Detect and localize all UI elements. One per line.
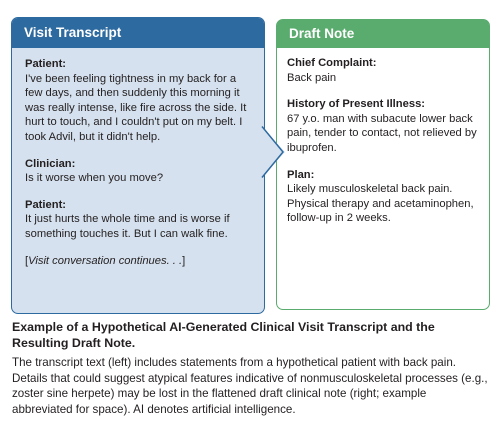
caption-title: Example of a Hypothetical AI-Generated Clinical Visit Transcript and the Resulting Draft Note. (12, 320, 435, 350)
draft-note-title: Draft Note (277, 20, 489, 48)
transcript-entry (25, 57, 254, 145)
section-heading: History of Present Illness: (287, 98, 426, 111)
figure-caption (12, 320, 490, 417)
caption-body: The transcript text (left) includes statements from a hypothetical patient with back pain. Details that could suggest atypical features indicative of nonmusculoskeletal processes (e.g., zoster sine herpete) may be lost in the flattened draft clinical note (right; example abbreviated for space). AI denotes artificial intelligence. (12, 356, 488, 416)
bracket-open: [ (25, 254, 29, 267)
arrow-pointer-icon (261, 126, 285, 178)
note-section-chief-complaint (287, 56, 481, 85)
transcript-entry (25, 157, 254, 186)
transcript-title: Visit Transcript (12, 18, 264, 48)
section-heading: Chief Complaint: (287, 57, 377, 69)
conversation-continues-note (25, 254, 254, 269)
speaker-label: Clinician: (25, 157, 76, 170)
visit-transcript-panel (11, 17, 265, 314)
utterance-text: Is it worse when you move? (25, 172, 164, 185)
note-section-history (287, 97, 481, 155)
note-section-plan (287, 168, 481, 226)
utterance-text: It just hurts the whole time and is worse if something touches it. But I can walk fine. (25, 213, 230, 240)
utterance-text: I've been feeling tightness in my back for a few days, and then suddenly this morning it was really intense, like fire across the side. It hurt to touch, and I couldn't put on my belt. I took Advil, but it didn't help. (25, 72, 247, 143)
draft-note-panel (276, 19, 490, 310)
speaker-label: Patient: (25, 198, 67, 211)
section-heading: Plan: (287, 168, 315, 181)
section-text: Likely musculoskeletal back pain. Physical therapy and acetaminophen, follow-up in 2 weeks. (287, 183, 474, 225)
section-text: 67 y.o. man with subacute lower back pain, tender to contact, not relieved by ibuprofen. (287, 112, 477, 154)
bracket-close: ] (182, 254, 186, 267)
transcript-entry (25, 198, 254, 242)
section-text: Back pain (287, 71, 337, 84)
continues-text: Visit conversation continues. . . (28, 254, 183, 267)
speaker-label: Patient: (25, 58, 67, 70)
